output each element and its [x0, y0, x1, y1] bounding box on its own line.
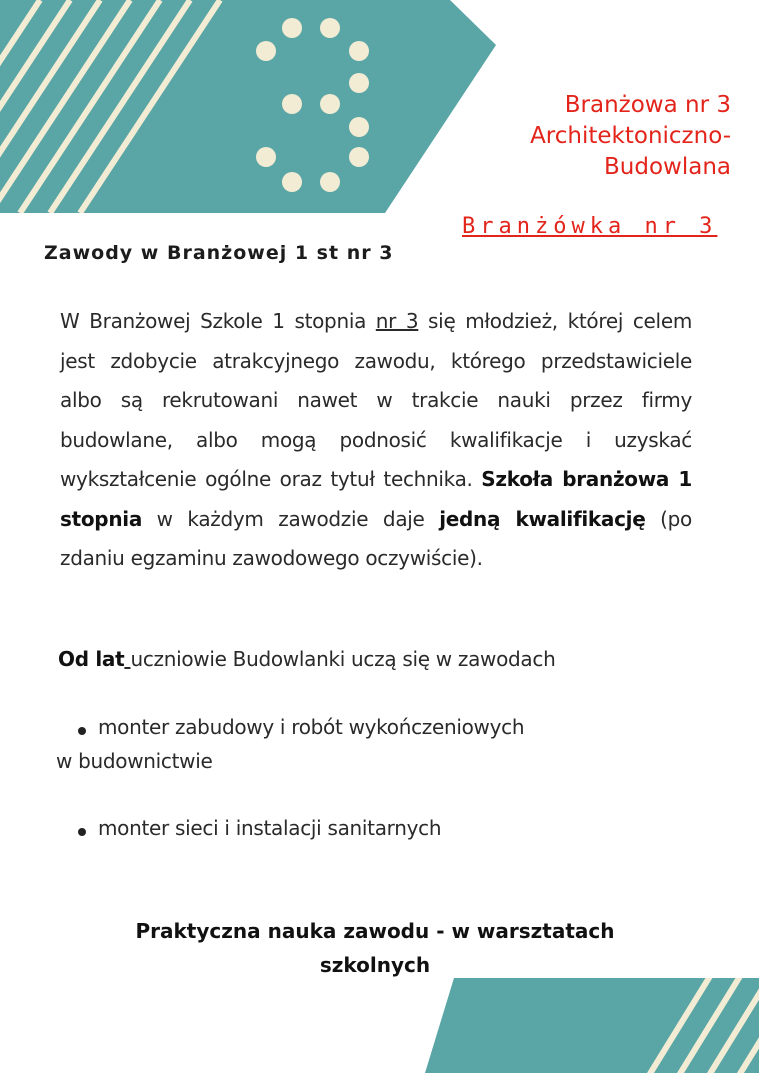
- profession-item: monter sieci i instalacji sanitarnych: [98, 816, 442, 840]
- professions-intro-bold: Od lat: [58, 647, 125, 671]
- branzowka-link[interactable]: Branżówka nr 3: [462, 214, 718, 239]
- intro-bold-text: jedną kwalifikację: [439, 506, 646, 531]
- intro-text: się młodzież, której celem jest zdobycie atrakcyjnego zawodu, którego przedstawiciele albo są rekrutowani nawet w trakcie nauki przez firmy budowlane, albo mogą podnosić kwalifikacje i uzyskać wykształcenie ogólne oraz tytuł technika.: [60, 309, 693, 491]
- intro-paragraph: [60, 302, 692, 579]
- intro-text: w każdym zawodzie daje: [142, 506, 440, 531]
- bullet-icon: [78, 828, 86, 836]
- school-name-line: Branżowa nr 3: [564, 92, 731, 118]
- intro-text: W Branżowej Szkole 1 stopnia: [60, 309, 376, 333]
- intro-text: (po zdaniu egzaminu zawodowego oczywiście).: [60, 506, 692, 570]
- profession-item-continuation: w budownictwie: [56, 749, 213, 773]
- section-heading: Zawody w Branżowej 1 st nr 3: [44, 242, 394, 264]
- profession-item: monter zabudowy i robót wykończeniowych: [98, 715, 525, 739]
- intro-bold-text: Szkoła branżowa 1 stopnia: [60, 467, 692, 531]
- professions-intro-text: uczniowie Budowlanki uczą się w zawodach: [130, 647, 556, 671]
- closing-statement: Praktyczna nauka zawodu - w warsztatach szkolnych: [135, 919, 615, 977]
- school-name-line: Budowlana: [604, 154, 731, 180]
- bullet-icon: [78, 727, 86, 735]
- school-name: [411, 90, 731, 183]
- professions-intro: [58, 647, 555, 671]
- intro-underlined-text: nr 3: [375, 309, 419, 333]
- school-name-line: Architektoniczno-: [530, 123, 731, 149]
